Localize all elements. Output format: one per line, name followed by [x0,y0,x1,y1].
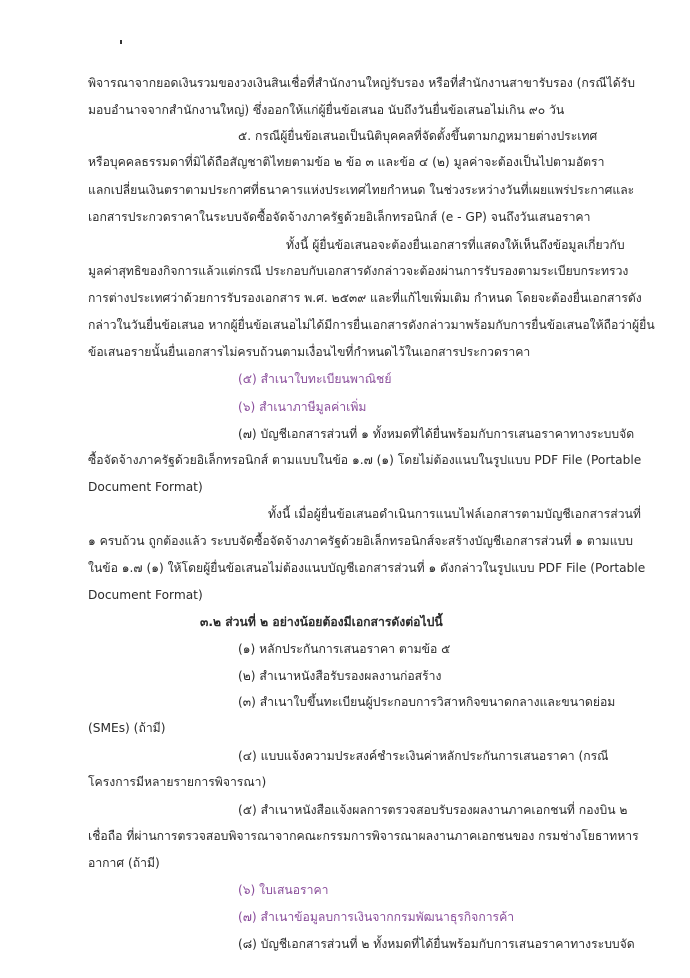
list-item: (๒) สำเนาหนังสือรับรองผลงานก่อสร้าง [238,669,442,683]
text-line: กล่าวในวันยื่นข้อเสนอ หากผู้ยื่นข้อเสนอไม่ได้มีการยื่นเอกสารดังกล่าวมาพร้อมกับการยื่นข้อเสนอให้ถือว่าผู้ยื่น [88,318,655,332]
list-item: (๓) สำเนาใบขึ้นทะเบียนผู้ประกอบการวิสาหกิจขนาดกลางและขนาดย่อม [238,695,616,709]
page-corner-mark [120,40,122,44]
text-line: ๕. กรณีผู้ยื่นข้อเสนอเป็นนิติบุคคลที่จัดตั้งขึ้นตามกฎหมายต่างประเทศ [238,129,598,143]
text-line: ในข้อ ๑.๗ (๑) ให้โดยผู้ยื่นข้อเสนอไม่ต้องแนบบัญชีเอกสารส่วนที่ ๑ ดังกล่าวในรูปแบบ PDF File (Portable [88,561,646,575]
text-line: ทั้งนี้ เมื่อผู้ยื่นข้อเสนอดำเนินการแนบไฟล์เอกสารตามบัญชีเอกสารส่วนที่ [268,507,641,521]
text-line: ๑ ครบถ้วน ถูกต้องแล้ว ระบบจัดซื้อจัดจ้างภาครัฐด้วยอิเล็กทรอนิกส์จะสร้างบัญชีเอกสารส่วนที่ ๑ ตามแบบ [88,534,634,548]
list-item: (๔) แบบแจ้งความประสงค์ชำระเงินค่าหลักประกันการเสนอราคา (กรณี [238,749,609,763]
list-item: (๘) บัญชีเอกสารส่วนที่ ๒ ทั้งหมดที่ได้ยื่นพร้อมกับการเสนอราคาทางระบบจัด [238,937,635,951]
list-item: (๑) หลักประกันการเสนอราคา ตามข้อ ๕ [238,642,451,656]
list-item-highlighted: (๖) ใบเสนอราคา [238,883,329,897]
list-item: (๗) บัญชีเอกสารส่วนที่ ๑ ทั้งหมดที่ได้ยื่นพร้อมกับการเสนอราคาทางระบบจัด [238,427,635,441]
text-line: ทั้งนี้ ผู้ยื่นข้อเสนอจะต้องยื่นเอกสารที่แสดงให้เห็นถึงข้อมูลเกี่ยวกับ [286,238,625,252]
list-item-highlighted: (๗) สำเนาข้อมูลบการเงินจากกรมพัฒนาธุรกิจการค้า [238,910,515,924]
text-line: มูลค่าสุทธิของกิจการแล้วแต่กรณี ประกอบกับเอกสารดังกล่าวจะต้องผ่านการรับรองตามระเบียบกระทรวง [88,264,629,278]
text-line: หรือบุคคลธรรมดาที่มิได้ถือสัญชาติไทยตามข้อ ๒ ข้อ ๓ และข้อ ๔ (๒) มูลค่าจะต้องเป็นไปตามอัตรา [88,155,605,169]
text-line: อากาศ (ถ้ามี) [88,856,160,870]
text-line: พิจารณาจากยอดเงินรวมของวงเงินสินเชื่อที่สำนักงานใหญ่รับรอง หรือที่สำนักงานสาขารับรอง (กรณีได้รับ [88,76,635,90]
section-heading: ๓.๒ ส่วนที่ ๒ อย่างน้อยต้องมีเอกสารดังต่อไปนี้ [200,615,443,629]
text-line: มอบอำนาจจากสำนักงานใหญ่) ซึ่งออกให้แก่ผู้ยื่นข้อเสนอ นับถึงวันยื่นข้อเสนอไม่เกิน ๙๐ วัน [88,103,565,117]
text-line: เอกสารประกวดราคาในระบบจัดซื้อจัดจ้างภาครัฐด้วยอิเล็กทรอนิกส์ (e - GP) จนถึงวันเสนอราคา [88,210,591,224]
text-line: เชื่อถือ ที่ผ่านการตรวจสอบพิจารณาจากคณะกรรมการพิจารณาผลงานภาคเอกชนของ กรมช่างโยธาทหาร [88,829,639,843]
list-item-highlighted: (๖) สำเนาภาษีมูลค่าเพิ่ม [238,400,367,414]
text-line: ข้อเสนอรายนั้นยื่นเอกสารไม่ครบถ้วนตามเงื่อนไขที่กำหนดไว้ในเอกสารประกวดราคา [88,345,531,359]
text-line: การต่างประเทศว่าด้วยการรับรองเอกสาร พ.ศ. ๒๕๓๙ และที่แก้ไขเพิ่มเติม กำหนด โดยจะต้องยื่นเอกสารดัง [88,291,642,305]
text-line: แลกเปลี่ยนเงินตราตามประกาศที่ธนาคารแห่งประเทศไทยกำหนด ในช่วงระหว่างวันที่เผยแพร่ประกาศและ [88,183,635,197]
text-line: (SMEs) (ถ้ามี) [88,721,166,735]
text-line: Document Format) [88,588,203,602]
text-line: โครงการมีหลายรายการพิจารณา) [88,775,267,789]
list-item-highlighted: (๕) สำเนาใบทะเบียนพาณิชย์ [238,372,392,386]
list-item: (๕) สำเนาหนังสือแจ้งผลการตรวจสอบรับรองผลงานภาคเอกชนที่ กองบิน ๒ [238,803,628,817]
text-line: Document Format) [88,480,203,494]
text-line: ซื้อจัดจ้างภาครัฐด้วยอิเล็กทรอนิกส์ ตามแบบในข้อ ๑.๗ (๑) โดยไม่ต้องแนบในรูปแบบ PDF File (Portable [88,453,642,467]
